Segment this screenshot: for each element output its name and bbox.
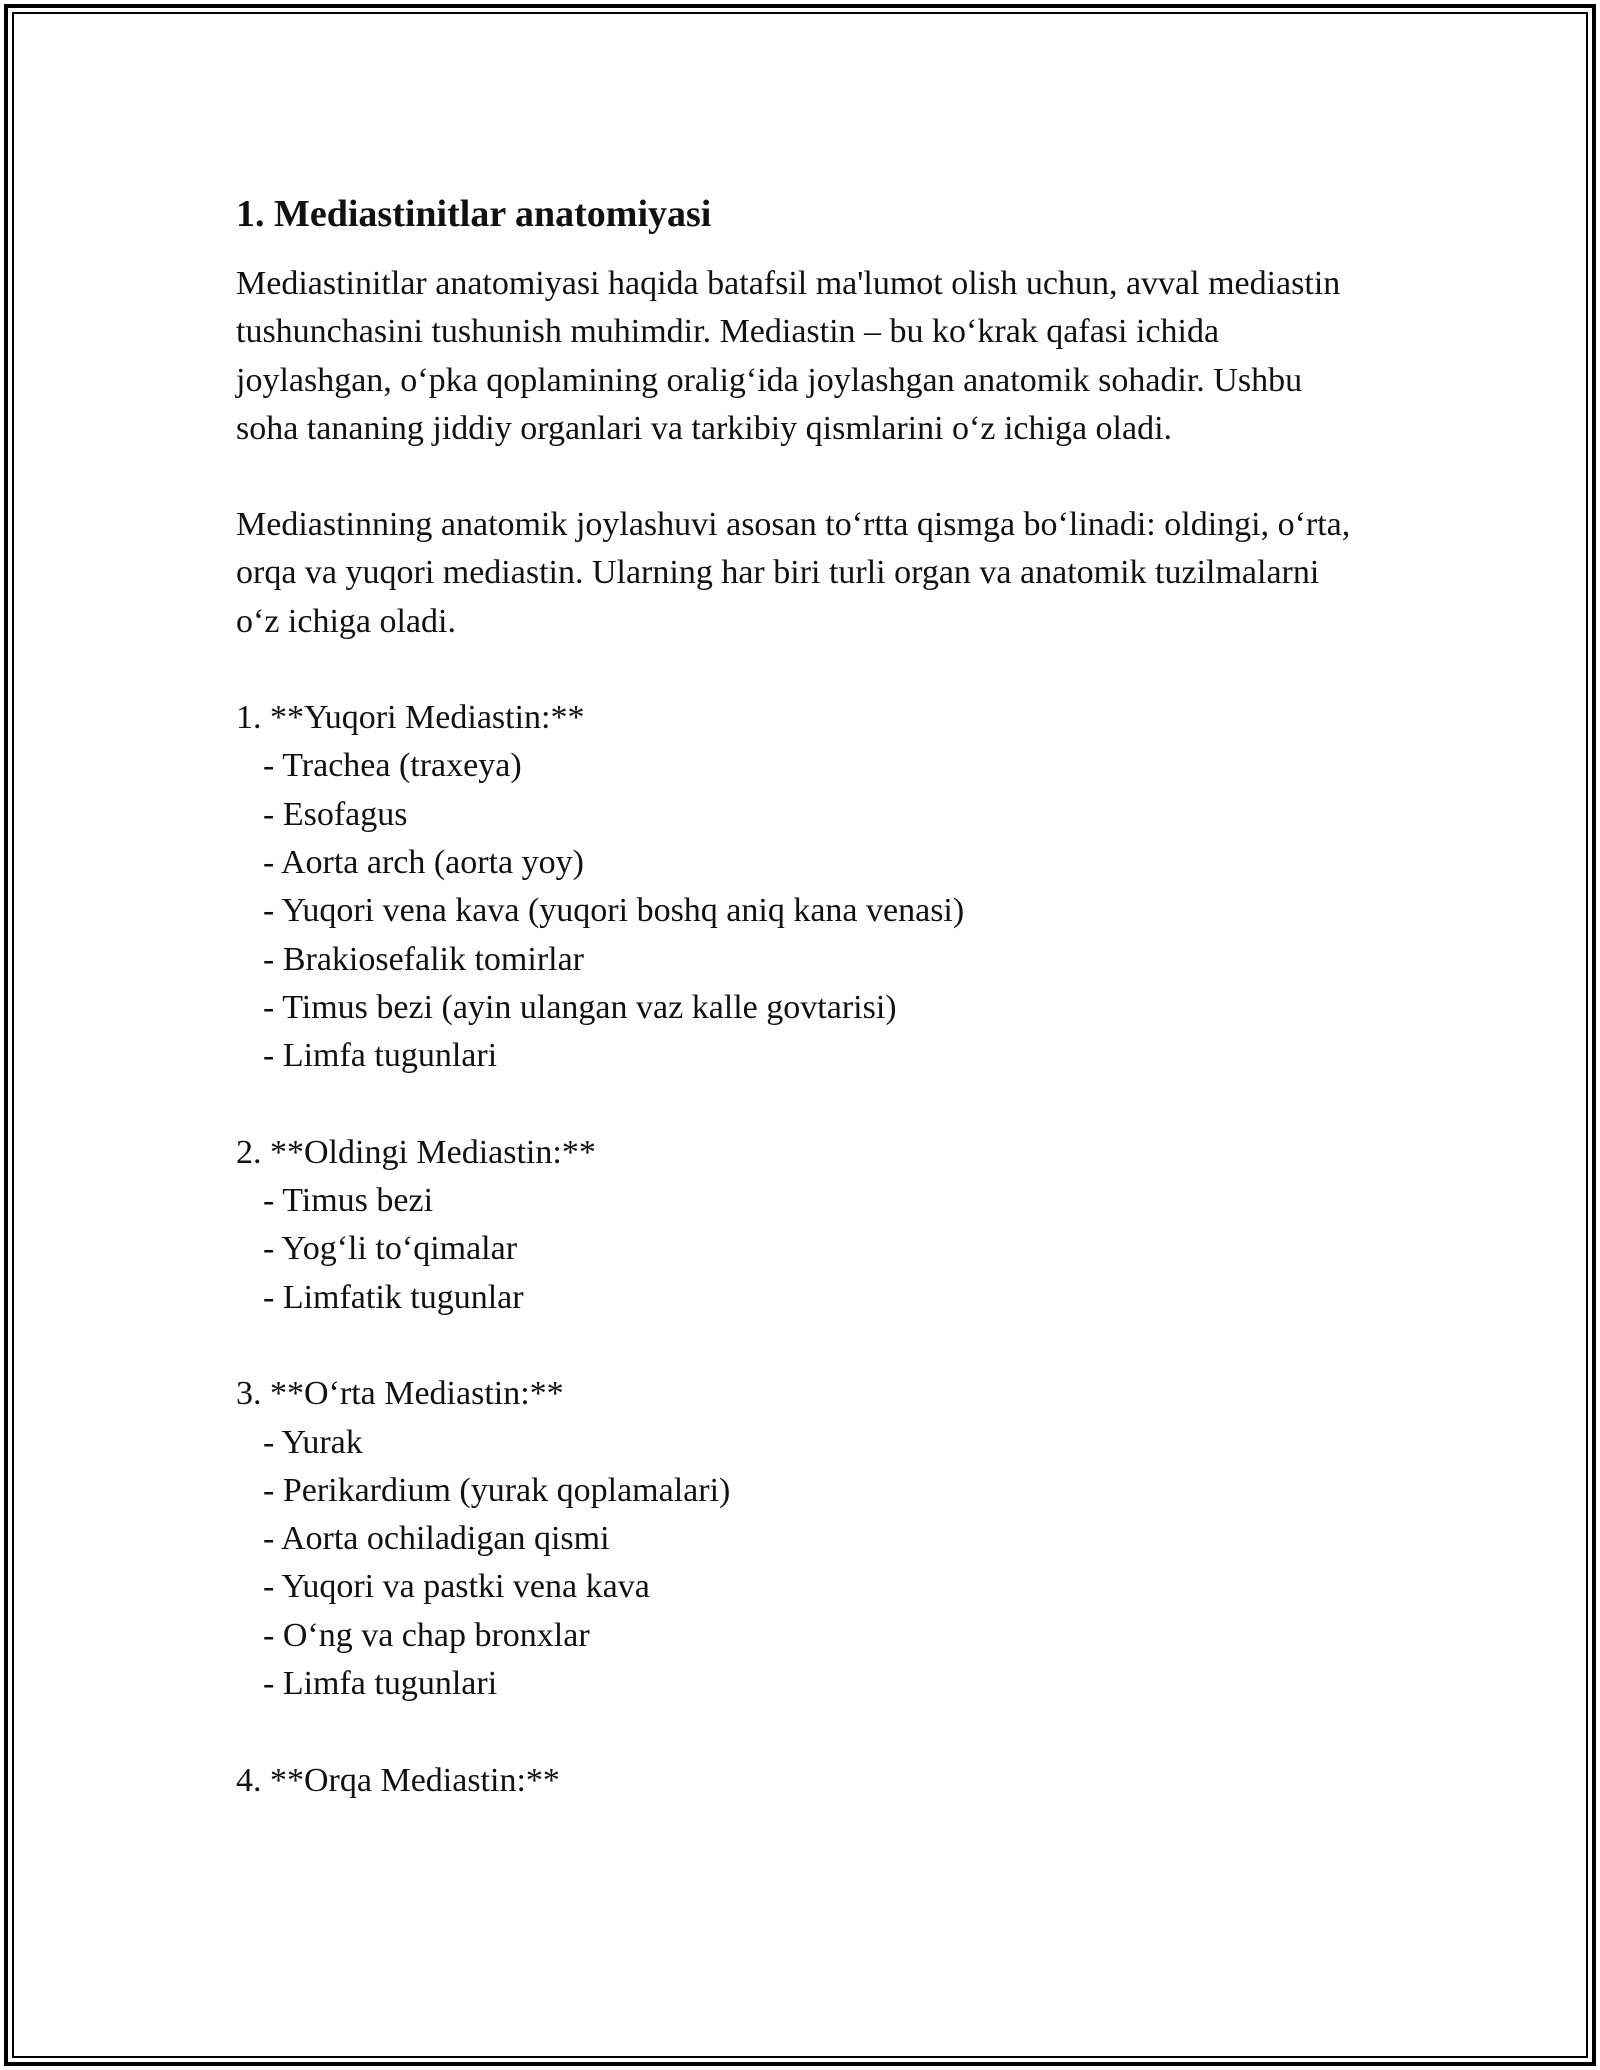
list-item: - Brakiosefalik tomirlar (263, 940, 585, 978)
list-item: - Trachea (traxeya) (263, 747, 522, 785)
list-item: - Timus bezi (263, 1182, 434, 1220)
list-item: - Limfa tugunlari (263, 1037, 498, 1075)
section-title: 1. **Yuqori Mediastin:** (236, 699, 585, 737)
document-heading: 1. Mediastinitlar anatomiyasi (236, 193, 712, 235)
list-item: - Yuqori va pastki vena kava (263, 1568, 650, 1606)
list-item: - Limfatik tugunlar (263, 1278, 524, 1316)
list-item: - Yurak (263, 1423, 363, 1461)
list-item: - Limfa tugunlari (263, 1665, 498, 1703)
section-superior-mediastinum (236, 694, 1366, 1080)
list-item: - Oʻng va chap bronxlar (263, 1616, 590, 1654)
section-title: 4. **Orqa Mediastin:** (236, 1761, 560, 1799)
division-paragraph: Mediastinning anatomik joylashuvi asosan toʻrtta qismga boʻlinadi: oldingi, oʻrta, orqa va yuqori mediastin. Ularning har biri turli organ va anatomik tuzilmalarni oʻz ichiga oladi. (236, 506, 1351, 640)
list-item: - Yogʻli toʻqimalar (263, 1230, 518, 1268)
document-page (236, 186, 1366, 1853)
list-item: - Aorta ochiladigan qismi (263, 1520, 610, 1558)
list-item: - Aorta arch (aorta yoy) (263, 843, 584, 881)
section-posterior-mediastinum (236, 1757, 1366, 1805)
section-title: 3. **Oʻrta Mediastin:** (236, 1375, 564, 1413)
list-item: - Timus bezi (ayin ulangan vaz kalle govtarisi) (263, 988, 897, 1026)
section-title: 2. **Oldingi Mediastin:** (236, 1133, 596, 1171)
list-item: - Yuqori vena kava (yuqori boshq aniq kana venasi) (263, 892, 965, 930)
list-item: - Perikardium (yurak qoplamalari) (263, 1471, 731, 1509)
intro-paragraph: Mediastinitlar anatomiyasi haqida batafsil ma'lumot olish uchun, avval mediastin tushunchasini tushunish muhimdir. Mediastin – bu koʻkrak qafasi ichida joylashgan, oʻpka qoplamining oraligʻida joylashgan anatomik sohadir. Ushbu soha tananing jiddiy organlari va tarkibiy qismlarini oʻz ichiga oladi. (236, 265, 1341, 447)
section-middle-mediastinum (236, 1370, 1366, 1708)
section-anterior-mediastinum (236, 1129, 1366, 1322)
list-item: - Esofagus (263, 795, 408, 833)
